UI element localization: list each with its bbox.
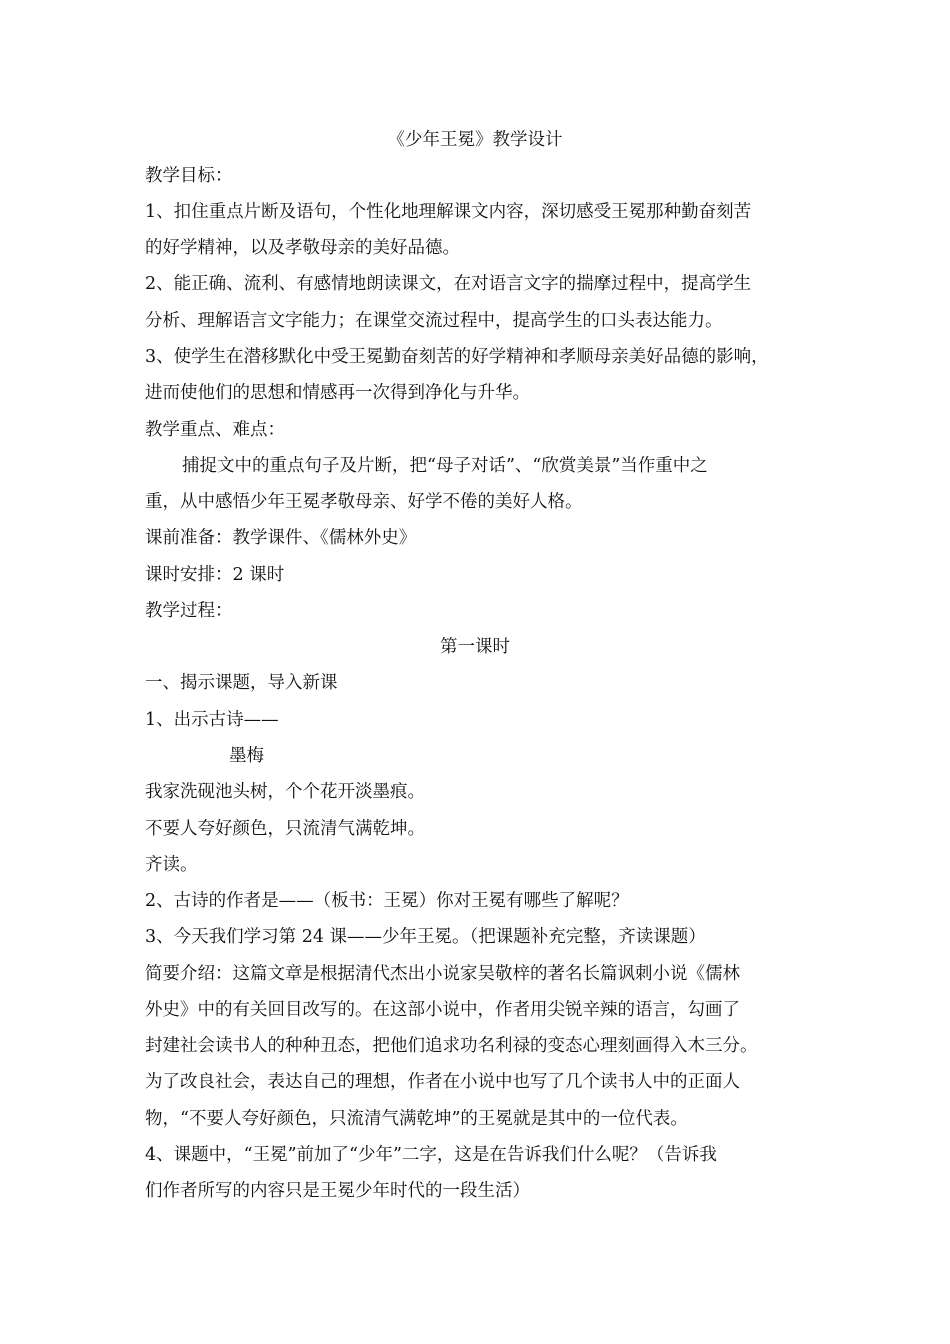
paragraph-line: 分析、理解语言文字能力；在课堂交流过程中，提高学生的口头表达能力。 [145,311,723,331]
heading-process: 教学过程： [145,601,233,621]
section-heading-lesson-one: 第一课时 [440,637,510,657]
paragraph-line: 的好学精神，以及孝敬母亲的美好品德。 [145,238,460,258]
paragraph-line: 进而使他们的思想和情感再一次得到净化与升华。 [145,383,530,403]
heading-key-points: 教学重点、难点： [145,420,285,440]
paragraph-line: 2、能正确、流利、有感情地朗读课文，在对语言文字的揣摩过程中，提高学生 [145,274,752,294]
poem-line: 我家洗砚池头树，个个花开淡墨痕。 [145,782,425,802]
paragraph-line: 3、使学生在潜移默化中受王冕勤奋刻苦的好学精神和孝顺母亲美好品德的影响， [145,347,769,367]
poem-title: 墨梅 [229,746,264,766]
paragraph-line: 为了改良社会，表达自己的理想，作者在小说中也写了几个读书人中的正面人 [145,1072,740,1092]
paragraph-line: 2、古诗的作者是——（板书：王冕）你对王冕有哪些了解呢？ [145,891,629,911]
document-title: 《少年王冕》教学设计 [387,130,563,150]
paragraph-line: 外史》中的有关回目改写的。在这部小说中，作者用尖锐辛辣的语言，勾画了 [145,1000,740,1020]
paragraph-line: 1、扣住重点片断及语句，个性化地理解课文内容，深切感受王冕那种勤奋刻苦 [145,202,752,222]
paragraph-line: 3、今天我们学习第 24 课——少年王冕。（把课题补充完整，齐读课题） [145,927,706,947]
paragraph-line: 捕捉文中的重点句子及片断，把“母子对话”、“欣赏美景”当作重中之 [182,456,708,476]
paragraph-line: 1、出示古诗—— [145,710,279,730]
paragraph-line: 齐读。 [145,855,198,875]
poem-line: 不要人夸好颜色，只流清气满乾坤。 [145,819,425,839]
heading-objectives: 教学目标： [145,166,233,186]
paragraph-line: 简要介绍：这篇文章是根据清代杰出小说家吴敬梓的著名长篇讽刺小说《儒林 [145,964,740,984]
paragraph-line: 课前准备：教学课件、《儒林外史》 [145,528,417,548]
paragraph-line: 们作者所写的内容只是王冕少年时代的一段生活） [145,1181,530,1201]
paragraph-line: 课时安排：2 课时 [145,565,285,585]
paragraph-line: 物，“不要人夸好颜色，只流清气满乾坤”的王冕就是其中的一位代表。 [145,1109,688,1129]
paragraph-line: 重，从中感悟少年王冕孝敬母亲、好学不倦的美好人格。 [145,492,583,512]
section-heading: 一、揭示课题，导入新课 [145,673,338,693]
paragraph-line: 封建社会读书人的种种丑态，把他们追求功名利禄的变态心理刻画得入木三分。 [145,1036,758,1056]
paragraph-line: 4、课题中，“王冕”前加了“少年”二字，这是在告诉我们什么呢？（告诉我 [145,1145,717,1165]
